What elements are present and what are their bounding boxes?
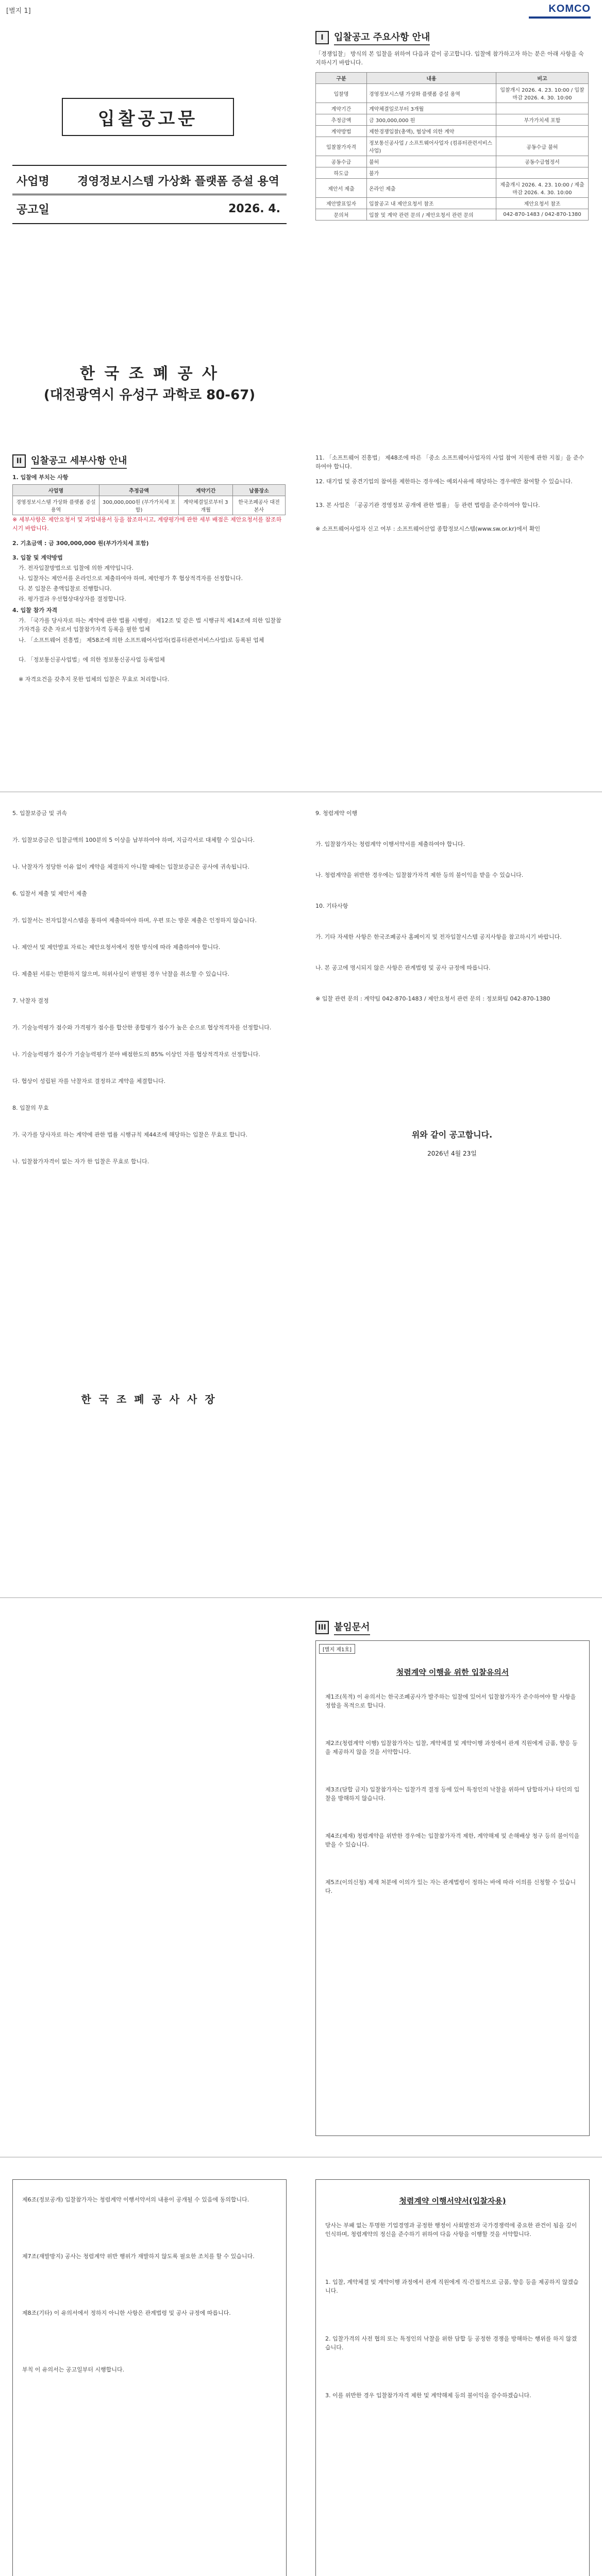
left-form-paragraph: 제8조(기타) 이 유의서에서 정하지 아니한 사항은 관계법령 및 공사 규정에 따릅니다.: [22, 2310, 231, 2316]
summary-section-title: [315, 30, 430, 45]
summary-intro: 「경쟁입찰」 방식의 본 입찰을 위하여 다음과 같이 공고합니다. 입찰에 참가하고자 하는 분은 아래 사항을 숙지하시기 바랍니다.: [315, 50, 584, 66]
detail-right-item: 13. 본 사업은 「공공기관 경영정보 공개에 관한 법률」 등 관련 법령을 준수하여야 합니다.: [315, 502, 540, 509]
attachment-section-heading: 붙임문서: [334, 1620, 370, 1635]
summary-cell: 계약체결일로부터 3개월: [367, 103, 496, 114]
page2-left-paragraph: 가. 기술능력평가 점수와 가격평가 점수를 합산한 종합평가 점수가 높은 순으로 협상적격자를 선정합니다.: [12, 1024, 272, 1031]
page2-left-paragraph: 다. 협상이 성립된 자를 낙찰자로 결정하고 계약을 체결합니다.: [12, 1078, 166, 1084]
pledge-paragraph: 1. 입찰, 계약체결 및 계약이행 과정에서 관계 직원에게 직·간접적으로 금품, 향응 등을 제공하지 않겠습니다.: [325, 2279, 579, 2294]
page2-left-paragraph: 8. 입찰의 무효: [12, 1105, 49, 1111]
detail-s3-item: 다. 본 입찰은 총액입찰로 진행합니다.: [19, 585, 112, 592]
cover-project-key: 사업명: [16, 175, 49, 188]
summary-header-cell: 비고: [496, 73, 589, 84]
left-form-box: [12, 2179, 287, 2576]
form-paragraph: 제1조(목적) 이 유의서는 한국조폐공사가 발주하는 입찰에 있어서 입찰참가자가 준수하여야 할 사항을 정함을 목적으로 합니다.: [325, 1693, 576, 1709]
detail-s1-row: [13, 496, 286, 515]
page2-right-paragraph: ※ 입찰 관련 문의 : 계약팀 042-870-1483 / 제안요청서 관련 문의 : 정보화팀 042-870-1380: [315, 995, 550, 1002]
detail-s1-table: [12, 484, 286, 515]
detail-s1-note: ※ 세부사항은 제안요청서 및 과업내용서 등을 참조하시고, 계량평가에 관한 세부 배점은 제안요청서를 참조하시기 바랍니다.: [12, 516, 282, 532]
detail-s1-cell: 한국조폐공사 대전 본사: [233, 496, 286, 515]
detail-s1-title: 1. 입찰에 부치는 사항: [12, 474, 69, 481]
summary-cell: 제안발표일자: [316, 198, 367, 209]
detail-section-number: II: [12, 454, 26, 468]
pledge-paragraph: 2. 입찰가격의 사전 협의 또는 특정인의 낙찰을 위한 담합 등 공정한 경쟁을 방해하는 행위를 하지 않겠습니다.: [325, 2335, 577, 2351]
form-paragraph: 제3조(담합 금지) 입찰참가자는 입찰가격 결정 등에 있어 특정인의 낙찰을 위하여 담합하거나 타인의 입찰을 방해하지 않습니다.: [325, 1786, 580, 1802]
detail-s3-title: 3. 입찰 및 계약방법: [12, 554, 63, 561]
page2-left-paragraph: 나. 낙찰자가 정당한 이유 없이 계약을 체결하지 아니할 때에는 입찰보증금은 공사에 귀속됩니다.: [12, 863, 249, 870]
cover-project-value: 경영정보시스템 가상화 플랫폼 증설 용역: [77, 175, 279, 188]
cover-title: 입찰공고문: [62, 98, 234, 136]
cover-notice-key: 공고일: [16, 203, 49, 216]
cover-org: 한 국 조 폐 공 사: [79, 365, 220, 383]
page2-left-paragraph: 나. 입찰참가자격이 없는 자가 한 입찰은 무효로 합니다.: [12, 1158, 149, 1165]
summary-cell: 입찰참가자격: [316, 137, 367, 156]
attachment-section-title: [315, 1620, 370, 1635]
detail-s2: 2. 기초금액 : 금 300,000,000 원(부가가치세 포함): [12, 540, 149, 547]
summary-table: [315, 72, 589, 221]
form-paragraph: 제5조(이의신청) 제재 처분에 이의가 있는 자는 관계법령이 정하는 바에 따라 이의를 신청할 수 있습니다.: [325, 1879, 576, 1894]
page2-left-paragraph: 가. 입찰서는 전자입찰시스템을 통하여 제출하여야 하며, 우편 또는 방문 제출은 인정하지 않습니다.: [12, 917, 257, 924]
summary-cell: 입찰공고 내 제안요청서 참조: [367, 198, 496, 209]
left-form-paragraph: 제6조(정보공개) 입찰참가자는 청렴계약 이행서약서의 내용이 공개될 수 있음에 동의합니다.: [22, 2196, 249, 2203]
summary-cell: 042-870-1483 / 042-870-1380: [496, 209, 589, 221]
page2-right-paragraph: 가. 기타 자세한 사항은 한국조폐공사 홈페이지 및 전자입찰시스템 공지사항을 참고하시기 바랍니다.: [315, 934, 562, 940]
detail-s1-cell: 경영정보시스템 가상화 플랫폼 증설 용역: [13, 496, 99, 515]
page2-left-paragraph: 가. 국가를 당사자로 하는 계약에 관한 법률 시행규칙 제44조에 해당하는 입찰은 무효로 합니다.: [12, 1131, 248, 1138]
summary-header-cell: 내용: [367, 73, 496, 84]
summary-table-row: [316, 167, 589, 179]
detail-s1-cell: 300,000,000원 (부가가치세 포함): [99, 496, 178, 515]
detail-s4-item: 가. 「국가를 당사자로 하는 계약에 관한 법률 시행령」 제12조 및 같은 법 시행규칙 제14조에 의한 입찰참가자격을 갖춘 자로서 입찰참가자격 등록을 필한 업체: [19, 617, 281, 633]
page2-closing-org: 한 국 조 폐 공 사 사 장: [81, 1393, 217, 1405]
komco-logo: KOMCO: [548, 3, 591, 14]
summary-cell: 입찰명: [316, 84, 367, 103]
summary-cell: 금 300,000,000 원: [367, 114, 496, 126]
summary-section-heading: 입찰공고 주요사항 안내: [334, 30, 430, 45]
detail-right-item: 11. 「소프트웨어 진흥법」 제48조에 따른 「중소 소프트웨어사업자의 사업 참여 지원에 관한 지침」을 준수하여야 합니다.: [315, 454, 584, 470]
summary-cell: 제안서 제출: [316, 179, 367, 198]
summary-cell: 불허: [367, 156, 496, 167]
cover-notice-value: 2026. 4.: [228, 202, 280, 215]
summary-cell: 추정금액: [316, 114, 367, 126]
logo-underline: [529, 16, 591, 19]
integrity-pledge-form: [315, 2179, 590, 2576]
detail-section-title: [12, 453, 127, 469]
summary-cell: 공동수급: [316, 156, 367, 167]
summary-cell: 제출개시 2026. 4. 23. 10:00 / 제출마감 2026. 4. 30. 10:00: [496, 179, 589, 198]
summary-cell: 제한경쟁입찰(총액), 협상에 의한 계약: [367, 126, 496, 137]
form-title: 청렴계약 이행을 위한 입찰유의서: [396, 1668, 509, 1677]
page2-left-paragraph: 6. 입찰서 제출 및 제안서 제출: [12, 890, 87, 897]
left-form-paragraph: 제7조(재발방지) 공사는 청렴계약 위반 행위가 재발하지 않도록 필요한 조치를 할 수 있습니다.: [22, 2253, 255, 2260]
summary-table-row: [316, 114, 589, 126]
summary-table-row: [316, 103, 589, 114]
page2-right-paragraph: 가. 입찰참가자는 청렴계약 이행서약서를 제출하여야 합니다.: [315, 841, 465, 848]
form-paragraph: 제4조(제재) 청렴계약을 위반한 경우에는 입찰참가자격 제한, 계약해제 및 손해배상 청구 등의 불이익을 받을 수 있습니다.: [325, 1833, 580, 1848]
detail-section-heading: 입찰공고 세부사항 안내: [31, 453, 127, 469]
document-page-1: [0, 0, 602, 791]
document-page-3: [0, 1599, 602, 2156]
summary-cell: 공동수급 불허: [496, 137, 589, 156]
page2-left-paragraph: 가. 입찰보증금은 입찰금액의 100분의 5 이상을 납부하여야 하며, 지급각서로 대체할 수 있습니다.: [12, 837, 255, 843]
page2-closing-date: 2026년 4월 23일: [427, 1150, 477, 1157]
detail-s3-item: 가. 전자입찰방법으로 입찰에 의한 계약입니다.: [19, 565, 133, 571]
summary-table-row: [316, 156, 589, 167]
page2-right-paragraph: 9. 청렴계약 이행: [315, 810, 358, 817]
summary-cell: 입찰 및 계약 관련 문의 / 제안요청서 관련 문의: [367, 209, 496, 221]
detail-right-item: ※ 소프트웨어사업자 신고 여부 : 소프트웨어산업 종합정보시스템(www.sw.or.kr)에서 확인: [315, 526, 541, 532]
detail-s4-item: ※ 자격요건을 갖추지 못한 업체의 입찰은 무효로 처리합니다.: [19, 676, 170, 683]
document-page-2: [0, 793, 602, 1597]
detail-s4-item: 다. 「정보통신공사업법」에 의한 정보통신공사업 등록업체: [19, 656, 165, 663]
detail-s3-item: 라. 평가결과 우선협상대상자를 결정합니다.: [19, 596, 126, 602]
page2-left-paragraph: 5. 입찰보증금 및 귀속: [12, 810, 67, 817]
detail-s1-header-cell: 추정금액: [99, 485, 178, 496]
integrity-guide-form: [315, 1640, 590, 2136]
page-divider: [0, 1597, 602, 1598]
page2-left-paragraph: 다. 제출된 서류는 반환하지 않으며, 허위사실이 판명된 경우 낙찰을 취소할 수 있습니다.: [12, 971, 229, 977]
summary-cell: 계약방법: [316, 126, 367, 137]
page2-closing: 위와 같이 공고합니다.: [411, 1130, 493, 1140]
summary-cell: [496, 167, 589, 179]
summary-cell: 부가가치세 포함: [496, 114, 589, 126]
detail-s4-title: 4. 입찰 참가 자격: [12, 607, 58, 614]
page-divider: [0, 2157, 602, 2158]
detail-s1-cell: 계약체결일로부터 3개월: [179, 496, 233, 515]
summary-cell: 문의처: [316, 209, 367, 221]
page2-left-paragraph: 7. 낙찰자 결정: [12, 997, 49, 1004]
page2-right-paragraph: 나. 청렴계약을 위반한 경우에는 입찰참가자격 제한 등의 불이익을 받을 수 있습니다.: [315, 872, 524, 878]
page2-right-paragraph: 나. 본 공고에 명시되지 않은 사항은 관계법령 및 공사 규정에 따릅니다.: [315, 964, 491, 971]
summary-cell: [496, 126, 589, 137]
form-tag: [별지 제1호]: [319, 1644, 355, 1654]
summary-cell: 경영정보시스템 가상화 플랫폼 증설 용역: [367, 84, 496, 103]
summary-table-row: [316, 126, 589, 137]
form-paragraph: 제2조(청렴계약 이행) 입찰참가자는 입찰, 계약체결 및 계약이행 과정에서 관계 직원에게 금품, 향응 등을 제공하지 않을 것을 서약합니다.: [325, 1740, 578, 1755]
left-form-paragraph: 부칙 이 유의서는 공고일부터 시행합니다.: [22, 2366, 125, 2373]
summary-table-row: [316, 209, 589, 221]
page2-right-paragraph: 10. 기타사항: [315, 903, 348, 909]
pledge-title: 청렴계약 이행서약서(입찰자용): [399, 2196, 506, 2206]
detail-s1-header: [13, 485, 286, 496]
summary-cell: 제안요청서 참조: [496, 198, 589, 209]
summary-table-header: [316, 73, 589, 84]
summary-cell: [496, 103, 589, 114]
document-page-4: [0, 2159, 602, 2576]
detail-s3-item: 나. 입찰자는 제안서를 온라인으로 제출하여야 하며, 제안평가 후 협상적격자를 선정합니다.: [19, 575, 243, 582]
summary-cell: 정보통신공사업 / 소프트웨어사업자 (컴퓨터관련서비스사업): [367, 137, 496, 156]
summary-table-row: [316, 137, 589, 156]
detail-s4-item: 나. 「소프트웨어 진흥법」 제58조에 의한 소프트웨어사업자(컴퓨터관련서비스사업)로 등록된 업체: [19, 637, 264, 643]
summary-header-cell: 구분: [316, 73, 367, 84]
page2-left-paragraph: 나. 기술능력평가 점수가 기술능력평가 분야 배점한도의 85% 이상인 자를 협상적격자로 선정합니다.: [12, 1051, 260, 1058]
summary-table-row: [316, 179, 589, 198]
page-divider: [0, 791, 602, 792]
summary-cell: 하도급: [316, 167, 367, 179]
summary-cell: 불가: [367, 167, 496, 179]
detail-s1-header-cell: 계약기간: [179, 485, 233, 496]
summary-cell: 계약기간: [316, 103, 367, 114]
header-label: [별지 1]: [6, 7, 31, 15]
cover-notice-row: [12, 194, 287, 224]
summary-table-row: [316, 198, 589, 209]
detail-s1-header-cell: 납품장소: [233, 485, 286, 496]
cover-project-row: [12, 165, 287, 195]
pledge-paragraph: 3. 이를 위반한 경우 입찰참가자격 제한 및 계약해제 등의 불이익을 감수하겠습니다.: [325, 2392, 531, 2399]
attachment-section-number: III: [315, 1621, 329, 1634]
summary-cell: 공동수급협정서: [496, 156, 589, 167]
summary-cell: 온라인 제출: [367, 179, 496, 198]
summary-cell: 입찰개시 2026. 4. 23. 10:00 / 입찰마감 2026. 4. 30. 10:00: [496, 84, 589, 103]
summary-table-row: [316, 84, 589, 103]
summary-section-number: I: [315, 31, 329, 44]
cover-address: (대전광역시 유성구 과학로 80-67): [43, 387, 256, 403]
pledge-paragraph: 당사는 부패 없는 투명한 기업경영과 공정한 행정이 사회발전과 국가경쟁력에 중요한 관건이 됨을 깊이 인식하며, 청렴계약의 정신을 준수하기 위하여 다음 사항을 이행할 것을 서약합니다.: [325, 2222, 577, 2238]
page2-left-paragraph: 나. 제안서 및 제안발표 자료는 제안요청서에서 정한 방식에 따라 제출하여야 합니다.: [12, 944, 221, 951]
detail-right-item: 12. 대기업 및 중견기업의 참여를 제한하는 경우에는 예외사유에 해당하는 경우에만 참여할 수 있습니다.: [315, 478, 573, 485]
detail-s1-header-cell: 사업명: [13, 485, 99, 496]
